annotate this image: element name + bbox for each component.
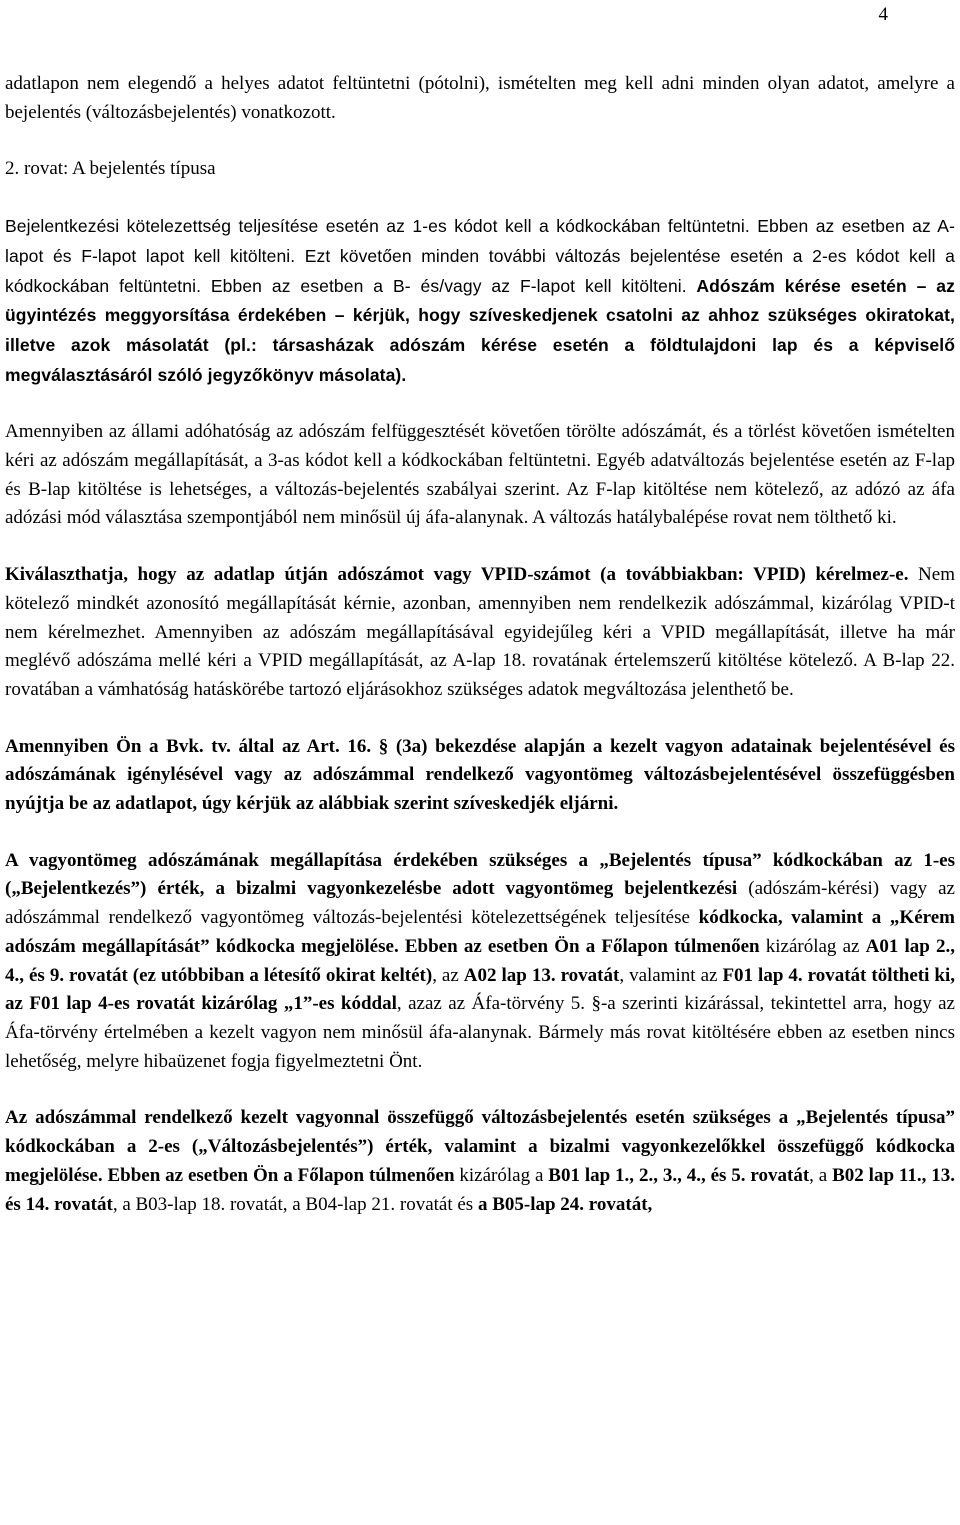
text-run-bold: Adószám kérése esetén – az ügyintézés meggyorsítása érdekében – kérjük, hogy szíveskedjenek csatolni az ahhoz szükséges okiratokat, illetve azok másolatát (pl.: társasházak adószám kérése esetén a földtulajdoni lap és a képviselő megválasztásáról szóló jegyzőkönyv másolata). [5,275,955,385]
text-run: Amennyiben az állami adóhatóság az adószám felfüggesztését követően törölte adószámát, és a törlést követően ismételten kéri az adószám megállapítását, a 3-as kódot kell a kódkockában feltüntetni. Egyéb adatváltozás bejelentése esetén az F-lap és B-lap kitöltése is lehetséges, a változás-bejelentés szabályai szerint. Az F-lap kitöltése nem kötelező, az adózó az áfa adózási mód választása szempontjából nem minősül új áfa-alanynak. A változás hatálybalépése rovat nem tölthető ki. [5,421,955,529]
text-run: , a [809,1164,833,1186]
text-run-bold: A02 lap 13. rovatát [463,964,620,986]
document-body [5,70,955,1219]
text-run: adatlapon nem elegendő a helyes adatot feltüntetni (pótolni), ismételten meg kell adni minden olyan adatot, amelyre a bejelentés (változásbejelentés) vonatkozott. [5,73,955,123]
text-run-bold: kódkocka, valamint a „Kérem adószám megállapítását” kódkocka megjelölése. Ebben az esetben Ön a Főlapon túlmenően [5,907,955,957]
text-run: , azaz az Áfa-törvény 5. §-a szerinti kizárással, tekintettel arra, hogy az Áfa-törvény értelmében a kezelt vagyon nem minősül áfa-alanynak. Bármely más rovat kitöltésére ebben az esetben nincs lehetőség, melyre hibaüzenet fogja figyelmeztetni Önt. [5,993,955,1072]
paragraph-bvk-notice [5,733,955,819]
heading-text: 2. rovat: A bejelentés típusa [5,158,216,180]
text-run-bold: A01 lap 2., 4., és 9. rovatát (ez utóbbiban a létesítő okirat keltét) [5,935,955,986]
text-run: kizárólag a [454,1164,549,1186]
paragraph-trust-tax-number [5,847,955,1077]
text-run: Nem kötelező mindkét azonosító megállapítását kérnie, azonban, amennyiben nem rendelkezik adószámmal, kizárólag VPID-t nem kérelmezhet. Amennyiben az adószám megállapításával egyidejűleg kéri a VPID megállapítását, illetve ha már meglévő adószáma mellé kéri a VPID megállapítását, az A-lap 18. rovatának értelemszerű kitöltése kötelező. A B-lap 22. rovatában a vámhatóság hatáskörébe tartozó eljárásokhoz szükséges adatok megváltozása jelenthető be. [5,564,955,700]
text-run-bold: Az adószámmal rendelkező kezelt vagyonnal összefüggő változásbejelentés esetén szükséges a „Bejelentés típusa” kódkockában a 2-es („Változásbejelentés”) érték, valamint a bizalmi vagyonkezelőkkel összefüggő kódkocka megjelölése. Ebben az esetben Ön a Főlapon túlmenően [5,1107,955,1186]
text-run-bold: Amennyiben Ön a Bvk. tv. által az Art. 16. § (3a) bekezdése alapján a kezelt vagyon adatainak bejelentésével és adószámának igénylésével vagy az adószámmal rendelkező vagyontömeg változásbejelentésével összefüggésben nyújtja be az adatlapot, úgy kérjük az alábbiak szerint szíveskedjék eljárni. [5,735,955,815]
text-run: , valamint az [619,964,723,986]
text-run-bold: Kiválaszthatja, hogy az adatlap útján adószámot vagy VPID-számot (a továbbiakban: VPID) kérelmez-e. [5,564,909,586]
text-run-bold: B02 lap 11., 13. és 14. rovatát [5,1164,955,1215]
text-run: , az [432,964,464,986]
text-run: , a B03-lap 18. rovatát, a B04-lap 21. rovatát és [112,1193,478,1215]
text-run: Bejelentkezési kötelezettség teljesítése esetén az 1-es kódot kell a kódkockában feltüntetni. Ebben az esetben az A-lapot és F-lapot lapot kell kitölteni. Ezt követően minden további változás bejelentése esetén a 2-es kódot kell a kódkockában feltüntetni. Ebben az esetben a B- és/vagy az F-lapot kell kitölteni. [5,216,955,296]
text-run: (adószám-kérési) vagy az adószámmal rendelkező vagyontömeg változás-bejelentési kötelezettségének teljesítése [5,878,955,929]
section-heading-notification-type [5,155,955,184]
text-run-bold: B01 lap 1., 2., 3., 4., és 5. rovatát [548,1164,810,1186]
page-number: 4 [878,4,888,25]
text-run-bold: a B05-lap 24. rovatát, [477,1193,653,1215]
paragraph-vpid [5,561,955,705]
paragraph-data-correction [5,70,955,127]
text-run: kizárólag az [759,935,866,957]
paragraph-registration-codes [5,212,955,390]
text-run-bold: A vagyontömeg adószámának megállapítása érdekében szükséges a „Bejelentés típusa” kódkockában az 1-es („Bejelentkezés”) érték, a bizalmi vagyonkezelésbe adott vagyontömeg bejelentkezési [5,849,955,900]
paragraph-trust-change-notice [5,1104,955,1219]
text-run-bold: F01 lap 4. rovatát töltheti ki, az F01 lap 4-es rovatát kizárólag „1”-es kóddal [5,964,955,1015]
paragraph-code-3 [5,418,955,533]
